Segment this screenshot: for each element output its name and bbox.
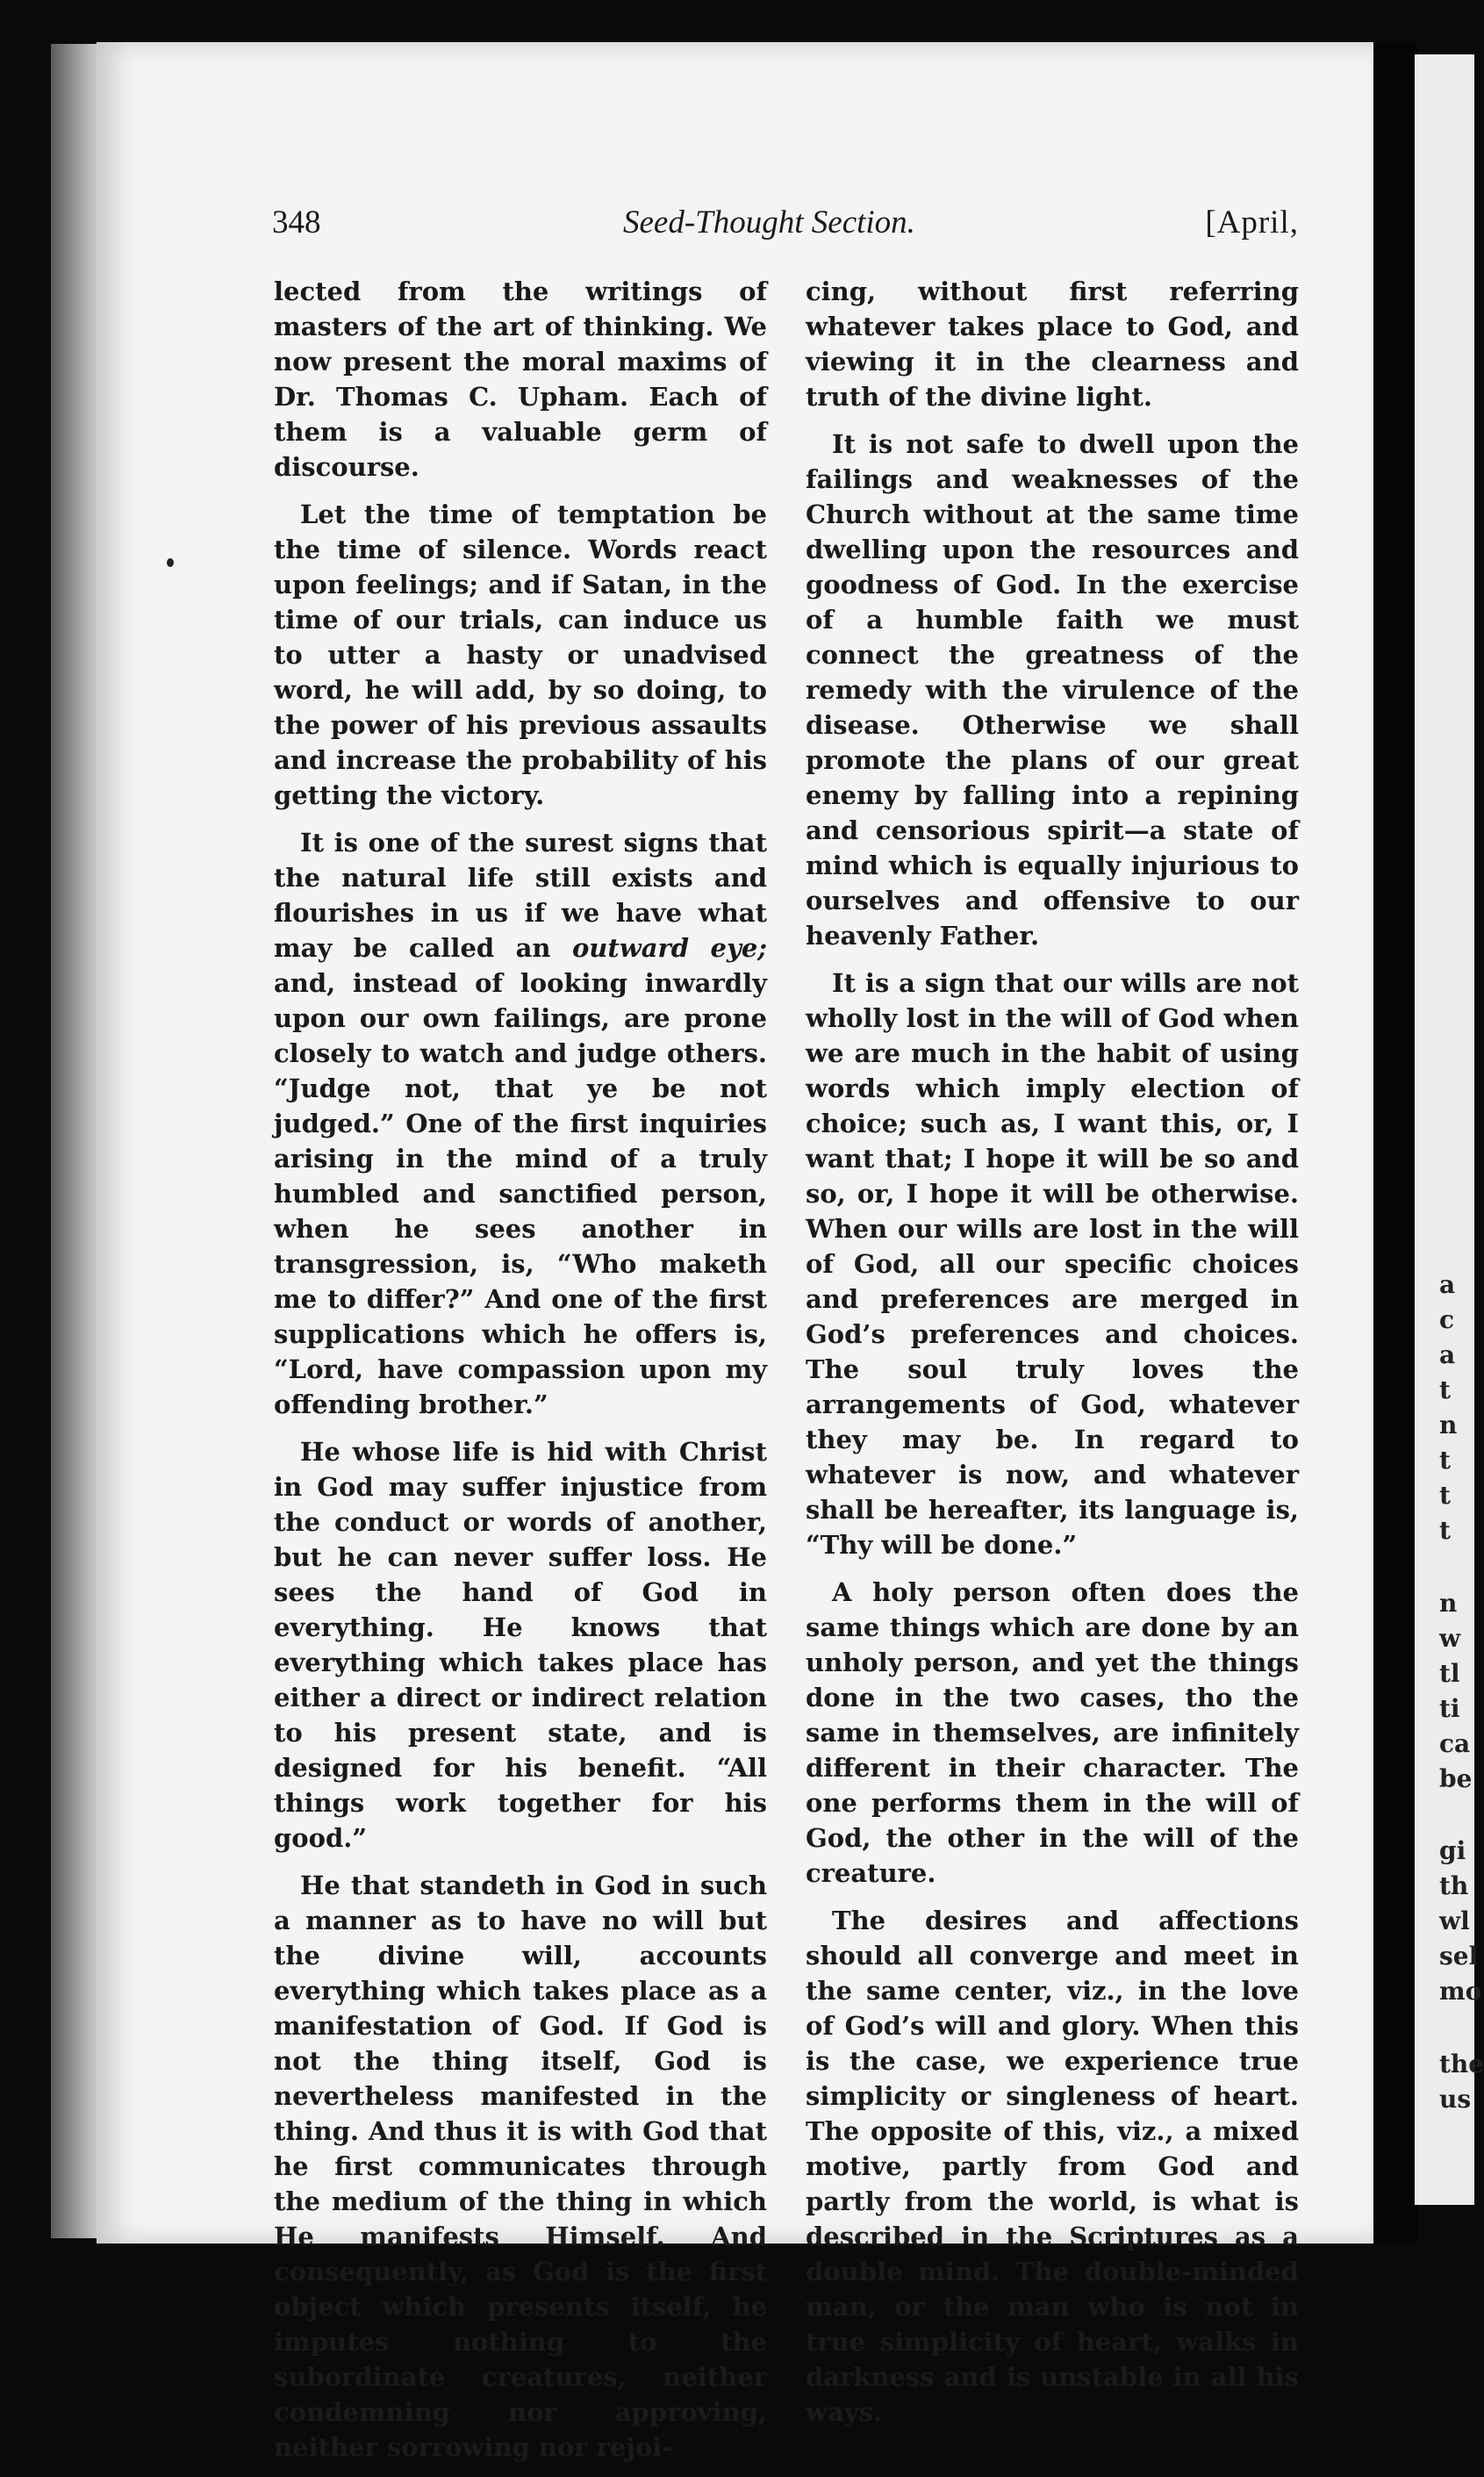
paragraph: It is a sign that our wills are not wholly lost in the will of God when we are much in the habit of using words which imply election of choice; such as, I want this, or, I want that; I hope it will be so and so, or, I hope it will be otherwise. When our wills are lost in the will of God, all our specific choices and preferences are merged in God’s preferences and choices. The soul truly loves the arrangements of God, whatever they may be. In regard to whatever is now, and whatever shall be hereafter, its language is, “Thy will be done.” — [806, 968, 1299, 1560]
paragraph: He that standeth in God in such a manner as to have no will but the divine will, accounts everything which takes place as a manifestation of God. If God is not the thing itself, God is nevertheless manifested in the thing. And thus it is with God that he first communicates through the medium of the thing in which He manifests Himself. And consequently, as God is the first object which presents itself, he imputes nothing to the subordinate creatures, neither condemning nor approving, neither sorrowing nor rejoi- — [274, 1870, 767, 2462]
paragraph: The desires and affections should all converge and meet in the same center, viz., in the love of God’s will and glory. When this is the case, we experience true simplicity or singleness of heart. The opposite of this, viz., a mixed motive, partly from God and partly from the world, is what is described in the Scriptures as a double mind. The double-minded man, or the man who is not in true simplicity of heart, walks in darkness and is unstable in all his ways. — [806, 1906, 1299, 2427]
italic-phrase: outward eye; — [571, 933, 767, 963]
paragraph-text: and, instead of looking inwardly upon our own failings, are prone closely to watch and judge others. “Judge not, that ye be not judged.” One of the first inquiries arising in the mind of a truly humbled and sanctified person, when he sees another in transgression, is, “Who maketh me to differ?” And one of the first supplications which he offers is, “Lord, have compassion upon my offending brother.” — [274, 968, 767, 1419]
facing-fragment: n — [1439, 1411, 1458, 1440]
paragraph: It is not safe to dwell upon the failings and weaknesses of the Church without at the same time dwelling upon the resources and goodness of God. In the exercise of a humble faith we must connect the greatness of the remedy with the virulence of the disease. Otherwise we shall promote the plans of our great enemy by falling into a repining and censorious spirit—a state of mind which is equally injurious to ourselves and offensive to our heavenly Father. — [806, 429, 1299, 951]
facing-fragment: t — [1439, 1481, 1451, 1510]
facing-fragment: t — [1439, 1516, 1451, 1545]
running-title: Seed-Thought Section. — [623, 205, 915, 241]
facing-fragment: t — [1439, 1446, 1451, 1475]
facing-fragment: w — [1439, 1624, 1461, 1653]
paragraph: cing, without first referring whatever takes place to God, and viewing it in the clearness and truth of the divine light. — [806, 276, 1299, 412]
left-column — [274, 274, 767, 2477]
right-column — [806, 274, 1299, 2442]
facing-fragment: us — [1439, 2085, 1472, 2114]
paragraph: lected from the writings of masters of the art of thinking. We now present the moral maxims of Dr. Thomas C. Upham. Each of them is a valuable germ of discourse. — [274, 276, 767, 482]
facing-fragment: gi — [1439, 1836, 1466, 1865]
header-month: [April, — [1205, 205, 1299, 241]
paragraph-text: It is one of the surest signs that the natural life still exists and flourishes in us if we have what may be called an — [274, 828, 767, 963]
facing-fragment: a — [1439, 1340, 1456, 1369]
paragraph: He whose life is hid with Christ in God may suffer injustice from the conduct or words of another, but he can never suffer loss. He sees the hand of God in everything. He knows that everything which takes place has either a direct or indirect relation to his present state, and is designed for his benefit. “All things work together for his good.” — [274, 1437, 767, 1853]
facing-fragment: wl — [1439, 1906, 1470, 1935]
facing-fragment: be — [1439, 1764, 1473, 1793]
paragraph: Let the time of temptation be the time of silence. Words react upon feelings; and if Satan, in the time of our trials, can induce us to utter a hasty or unadvised word, he will add, by so doing, to the power of his previous assaults and increase the probability of his getting the victory. — [274, 499, 767, 810]
facing-fragment: ti — [1439, 1694, 1460, 1723]
page-number: 348 — [272, 205, 321, 241]
facing-fragment: the — [1439, 2050, 1484, 2079]
page-header — [272, 204, 1299, 256]
facing-fragment: tl — [1439, 1659, 1460, 1688]
facing-fragment: sel — [1439, 1942, 1479, 1971]
facing-fragment: a — [1439, 1270, 1456, 1299]
facing-fragment: n — [1439, 1589, 1458, 1618]
facing-fragment: th — [1439, 1871, 1469, 1900]
page-edge-shadow — [1373, 42, 1417, 2244]
ink-speck — [167, 558, 174, 567]
facing-fragment: ca — [1439, 1729, 1471, 1758]
facing-fragment: c — [1439, 1305, 1455, 1334]
paragraph: A holy person often does the same things which are done by an unholy person, and yet the things done in the two cases, tho the same in themselves, are infinitely different in their character. The one performs them in the will of God, the other in the will of the creature. — [806, 1577, 1299, 1888]
paragraph — [274, 825, 767, 1422]
facing-fragment: mo — [1439, 1977, 1482, 2006]
facing-fragment: t — [1439, 1375, 1451, 1404]
